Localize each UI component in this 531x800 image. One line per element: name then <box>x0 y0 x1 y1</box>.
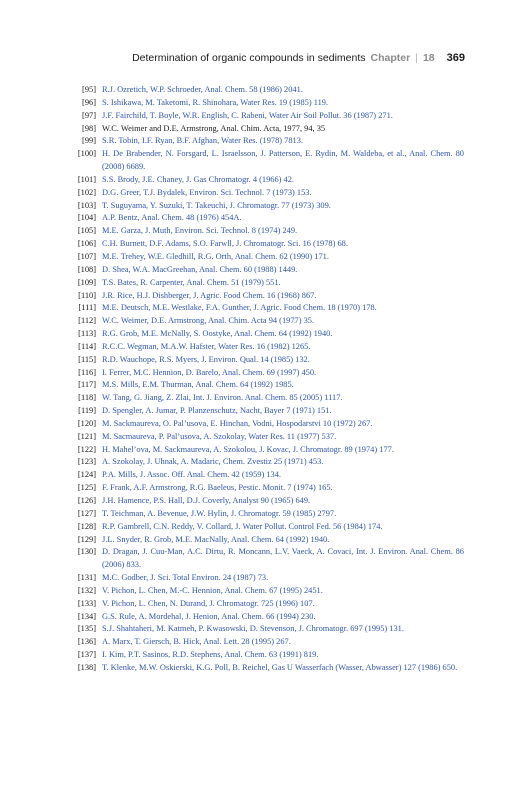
reference-number: [112] <box>78 316 96 326</box>
reference-item <box>66 225 464 238</box>
reference-item <box>66 315 464 328</box>
reference-item <box>66 534 464 547</box>
reference-number: [119] <box>78 406 96 416</box>
reference-number: [131] <box>77 573 96 583</box>
reference-link[interactable]: M.E. Garza, J. Muth, Environ. Sci. Technol. 8 (1974) 249. <box>102 226 298 236</box>
reference-link[interactable]: T. Suguyama, Y. Suzuki, T. Takeuchi, J. Chromatogr. 77 (1973) 309. <box>102 200 331 210</box>
reference-item <box>66 212 464 225</box>
reference-number: [125] <box>77 483 96 493</box>
reference-item <box>66 585 464 598</box>
reference-link[interactable]: T.S. Bates, R. Carpenter, Anal. Chem. 51 (1979) 551. <box>102 277 281 287</box>
reference-number: [97] <box>82 110 96 120</box>
reference-link[interactable]: S.S. Brody, J.E. Chaney, J. Gas Chromatogr. 4 (1966) 42. <box>102 174 294 184</box>
reference-item <box>66 277 464 290</box>
reference-link[interactable]: C.H. Burnett, D.F. Adams, S.O. Farwll, J. Chromatogr. Sci. 16 (1978) 68. <box>102 239 348 249</box>
reference-item <box>66 97 464 110</box>
reference-link[interactable]: S. Ishikawa, M. Taketomi, R. Shinohara, Water Res. 19 (1985) 119. <box>102 97 329 107</box>
reference-item <box>66 662 464 675</box>
reference-link[interactable]: D.G. Greer, T.J. Bydalek, Environ. Sci. Technol. 7 (1973) 153. <box>102 187 312 197</box>
reference-number: [134] <box>77 611 96 621</box>
reference-item <box>66 521 464 534</box>
reference-number: [133] <box>77 598 96 608</box>
reference-link[interactable]: G.S. Rule, A. Mordehal, J. Henion, Anal. Chem. 66 (1994) 230. <box>102 611 316 621</box>
reference-item <box>66 611 464 624</box>
reference-item <box>66 123 464 136</box>
reference-link[interactable]: M. Sackmaureva, O. Pal’usova, E. Hinchan, Vodni, Hospodarstvi 10 (1972) 267. <box>102 418 373 428</box>
reference-link[interactable]: P.A. Mills, J. Assoc. Off. Anal. Chem. 42 (1959) 134. <box>102 470 281 480</box>
reference-number: [130] <box>77 547 96 557</box>
reference-item <box>66 135 464 148</box>
reference-item <box>66 367 464 380</box>
reference-link[interactable]: R.C.C. Wegman, M.A.W. Hafster, Water Res. 16 (1982) 1265. <box>102 341 311 351</box>
reference-number: [127] <box>77 508 96 518</box>
reference-item <box>66 623 464 636</box>
reference-number: [109] <box>77 277 96 287</box>
reference-number: [98] <box>82 123 96 133</box>
reference-number: [106] <box>77 239 96 249</box>
reference-link[interactable]: T. Teichman, A. Bevenue, J.W. Hylin, J. Chromatogr. 59 (1985) 2797. <box>102 508 337 518</box>
reference-item <box>66 482 464 495</box>
reference-link[interactable]: R.G. Grob, M.E. McNally, S. Oostyke, Anal. Chem. 64 (1992) 1940. <box>102 329 333 339</box>
reference-number: [116] <box>78 367 96 377</box>
reference-link[interactable]: R.J. Ozretich, W.P. Schroeder, Anal. Chem. 58 (1986) 2041. <box>102 85 303 94</box>
reference-number: [113] <box>78 329 96 339</box>
reference-link[interactable]: M.S. Mills, E.M. Thurman, Anal. Chem. 64 (1992) 1985. <box>102 380 294 390</box>
reference-item <box>66 572 464 585</box>
reference-number: [107] <box>77 251 96 261</box>
reference-number: [96] <box>82 97 96 107</box>
reference-item <box>66 341 464 354</box>
reference-number: [118] <box>78 393 96 403</box>
reference-item <box>66 379 464 392</box>
chapter-number: 18 <box>422 52 435 64</box>
reference-number: [95] <box>82 85 96 94</box>
reference-item <box>66 200 464 213</box>
reference-number: [117] <box>78 380 96 390</box>
reference-number: [135] <box>77 624 96 634</box>
running-head <box>132 52 465 64</box>
chapter-separator: | <box>415 52 418 64</box>
reference-item <box>66 649 464 662</box>
page-number: 369 <box>446 52 465 64</box>
reference-number: [101] <box>77 174 96 184</box>
reference-link: W.C. Weimer and D.E. Armstrong, Anal. Chim. Acta, 1977, 94, 35 <box>102 123 326 133</box>
reference-number: [108] <box>77 264 96 274</box>
reference-number: [111] <box>78 303 96 313</box>
reference-number: [99] <box>82 136 96 146</box>
reference-number: [121] <box>77 431 96 441</box>
reference-link[interactable]: V. Pichon, L. Chen, M.-C. Hennion, Anal. Chem. 67 (1995) 2451. <box>102 585 323 595</box>
reference-link[interactable]: R.D. Wauchope, R.S. Myers, J. Environ. Qual. 14 (1985) 132. <box>102 354 310 364</box>
reference-link[interactable]: W.C. Weimer, D.E. Armstrong, Anal. Chim. Acta 94 (1977) 35. <box>102 316 315 326</box>
reference-number: [115] <box>78 354 96 364</box>
reference-item <box>66 290 464 303</box>
reference-item <box>66 418 464 431</box>
reference-link[interactable]: M. Sacmaureva, P. Pal’usova, A. Szokolay, Water Res. 11 (1977) 537. <box>102 431 337 441</box>
reference-list <box>66 84 464 675</box>
reference-number: [110] <box>78 290 96 300</box>
reference-item <box>66 469 464 482</box>
reference-link[interactable]: V. Pichon, L. Chen, N. Durand, J. Chromatogr. 725 (1996) 107. <box>102 598 315 608</box>
reference-link[interactable]: J.F. Fairchild, T. Boyle, W.R. English, C. Rabeni, Water Air Soil Pollut. 36 (1987) 271. <box>102 110 393 120</box>
running-head-title: Determination of organic compounds in sediments <box>132 52 366 64</box>
reference-number: [136] <box>77 637 96 647</box>
reference-item <box>66 251 464 264</box>
reference-link[interactable]: A.P. Bentz, Anal. Chem. 48 (1976) 454A. <box>102 213 242 223</box>
reference-item <box>66 431 464 444</box>
reference-item <box>66 187 464 200</box>
reference-item <box>66 508 464 521</box>
reference-item <box>66 174 464 187</box>
reference-link[interactable]: R.P. Gambrell, C.N. Reddy, V. Collard, J. Water Pollut. Control Fed. 56 (1984) 174. <box>102 521 383 531</box>
reference-item <box>66 495 464 508</box>
reference-item <box>66 264 464 277</box>
reference-link[interactable]: S.J. Shahtaheri, M. Katmeh, P. Kwasowski, D. Stevenson, J. Chromatogr. 697 (1995) 131. <box>102 624 404 634</box>
reference-link[interactable]: D. Dragan, J. Cuu-Man, A.C. Dirtu, R. Moncann, L.V. Vaeck, A. Covaci, Int. J. Environ. Anal. Chem. 86 (2006) 833. <box>102 547 464 570</box>
reference-item <box>66 546 464 572</box>
reference-item <box>66 302 464 315</box>
reference-link[interactable]: I. Ferrer, M.C. Hennion, D. Barelo, Anal. Chem. 69 (1997) 450. <box>102 367 317 377</box>
reference-link[interactable]: S.R. Tobin, I.F. Ryan, B.F. Afghan, Water Res. (1978) 7813. <box>102 136 304 146</box>
reference-number: [103] <box>77 200 96 210</box>
reference-link[interactable]: F. Frank, A.F. Armstrong, R.G. Baeleus, Pestic. Monit. 7 (1974) 165. <box>102 483 333 493</box>
reference-number: [137] <box>77 650 96 660</box>
reference-link[interactable]: A. Szokolay, J. Uhnak, A. Madaric, Chem. Zvestiz 25 (1971) 453. <box>102 457 324 467</box>
reference-link[interactable]: A. Marx, T. Giersch, B. Hick, Anal. Lett. 28 (1995) 267. <box>102 637 291 647</box>
reference-number: [104] <box>77 213 96 223</box>
reference-link[interactable]: J.H. Hamence, P.S. Hall, D.J. Coverly, Analyst 90 (1965) 649. <box>102 496 311 505</box>
reference-link[interactable]: M.E. Trehey, W.E. Gledhill, R.G. Orth, Anal. Chem. 62 (1990) 171. <box>102 251 329 261</box>
reference-number: [138] <box>77 662 96 672</box>
reference-number: [126] <box>77 496 96 505</box>
reference-link[interactable]: M.E. Deutsch, M.E. Westlake, F.A. Gunther, J. Agric. Food Chem. 18 (1970) 178. <box>102 303 377 313</box>
reference-item <box>66 110 464 123</box>
reference-number: [105] <box>77 226 96 236</box>
reference-item <box>66 636 464 649</box>
reference-number: [129] <box>77 534 96 544</box>
reference-link[interactable]: D. Shea, W.A. MacGreehan, Anal. Chem. 60 (1988) 1449. <box>102 264 298 274</box>
chapter-label: Chapter <box>370 52 411 64</box>
reference-number: [114] <box>78 341 96 351</box>
reference-item <box>66 405 464 418</box>
reference-link[interactable]: J.R. Rice, H.J. Dishberger, J. Agric. Food Chem. 16 (1968) 867. <box>102 290 317 300</box>
reference-number: [102] <box>77 187 96 197</box>
reference-link[interactable]: H. De Brabender, N. Forsgard, L. Israelsson, J. Patterson, E. Rydin, M. Waldeba, et al., Anal. Chem. 80 (2008) 6689. <box>102 149 464 172</box>
reference-item <box>66 328 464 341</box>
reference-number: [124] <box>77 470 96 480</box>
reference-link[interactable]: M.C. Godber, J. Sci. Total Environ. 24 (1987) 73. <box>102 573 269 583</box>
reference-link[interactable]: H. Mahel’ova, M. Sackmaureva, A. Szokolou, J. Kovac, J. Chromatogr. 89 (1974) 177. <box>102 444 394 454</box>
reference-item <box>66 456 464 469</box>
reference-item <box>66 354 464 367</box>
reference-number: [123] <box>77 457 96 467</box>
reference-link[interactable]: D. Spengler, A. Jumar, P. Planzenschutz, Nacht, Bayer 7 (1971) 151. <box>102 406 332 416</box>
reference-number: [120] <box>77 418 96 428</box>
reference-number: [132] <box>77 585 96 595</box>
reference-link[interactable]: W. Tang, G. Jiang, Z. Zlai, Int. J. Environ. Anal. Chem. 85 (2005) 1117. <box>102 393 343 403</box>
reference-item <box>66 598 464 611</box>
reference-item <box>66 84 464 97</box>
reference-item <box>66 238 464 251</box>
reference-number: [100] <box>77 149 96 159</box>
reference-item <box>66 148 464 174</box>
reference-link[interactable]: T. Klenke, M.W. Oskierski, K.G. Poll, B. Reichel, Gas U Wasserfach (Wasser, Abwasser) 127 (1986) 650. <box>102 662 458 672</box>
reference-item <box>66 444 464 457</box>
reference-number: [122] <box>77 444 96 454</box>
reference-item <box>66 392 464 405</box>
reference-link[interactable]: J.L. Snyder, R. Grob, M.E. MacNally, Anal. Chem. 64 (1992) 1940. <box>102 534 330 544</box>
reference-number: [128] <box>77 521 96 531</box>
reference-link[interactable]: I. Kim, P.T. Sasinos, R.D. Stephens, Anal. Chem. 63 (1991) 819. <box>102 650 319 660</box>
